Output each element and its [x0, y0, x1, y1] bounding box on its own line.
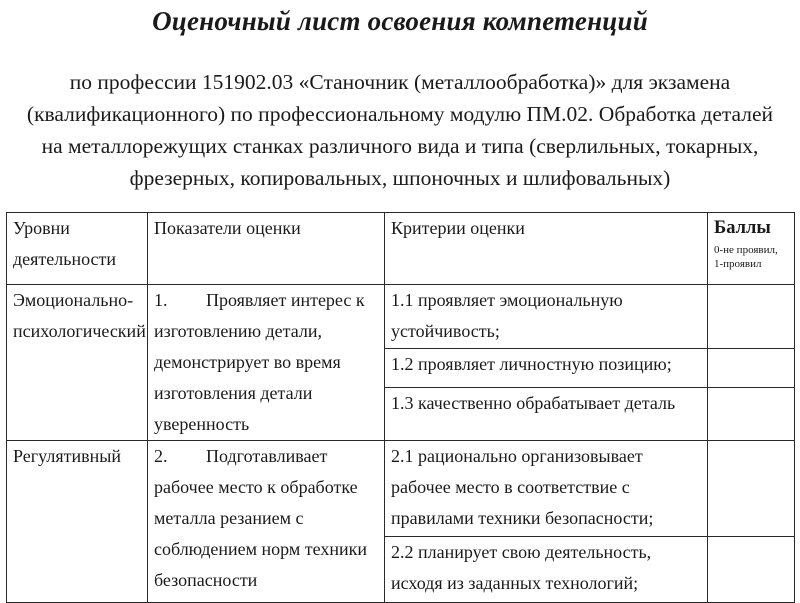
criterion-cell: 1.1 проявляет эмоциональную устойчивость; [385, 285, 708, 349]
level-cell: Эмоционально-психологический [7, 285, 148, 441]
criterion-cell: 1.3 качественно обрабатывает деталь [385, 387, 708, 440]
indicator-cell [148, 441, 385, 603]
table-row [7, 285, 795, 349]
header-score [708, 213, 795, 285]
score-cell[interactable] [708, 441, 795, 537]
indicator-text: Подготавливает рабочее место к обработке металла резанием с соблюдением норм техники безопасности [154, 446, 368, 590]
indicator-text: Проявляет интерес к изготовлению детали, демонстрирует во время изготовления детали уверенность [154, 290, 365, 434]
table-row [7, 441, 795, 537]
header-indicators: Показатели оценки [148, 213, 385, 285]
criterion-cell: 2.1 рационально организовывает рабочее место в соответствие с правилами техники безопасности; [385, 441, 708, 537]
level-cell: Регулятивный [7, 441, 148, 603]
competency-assessment-table [6, 212, 795, 603]
document-title: Оценочный лист освоения компетенций [152, 6, 648, 36]
score-cell[interactable] [708, 537, 795, 603]
criterion-cell: 2.2 планирует свою деятельность, исходя из заданных технологий; [385, 537, 708, 603]
criterion-cell: 1.2 проявляет личностную позицию; [385, 349, 708, 388]
header-criteria: Критерии оценки [385, 213, 708, 285]
indicator-number: 2. [154, 446, 168, 466]
document-subtitle: по профессии 151902.03 «Станочник (металлообработка)» для экзамена (квалификационного) по профессиональному модулю ПМ.02. Обработка деталей на металлорежущих станках различного вида и типа (сверлильных, токарных, фрезерных, копировальных, шпоночных и шлифовальных) [26, 70, 774, 190]
score-cell[interactable] [708, 387, 795, 440]
header-score-note: 0-не проявил, 1-проявил [714, 244, 778, 270]
score-cell[interactable] [708, 285, 795, 349]
table-header-row [7, 213, 795, 285]
indicator-number: 1. [154, 290, 168, 310]
indicator-cell [148, 285, 385, 441]
score-cell[interactable] [708, 349, 795, 388]
header-levels: Уровни деятельности [7, 213, 148, 285]
header-score-title: Баллы [714, 218, 771, 238]
